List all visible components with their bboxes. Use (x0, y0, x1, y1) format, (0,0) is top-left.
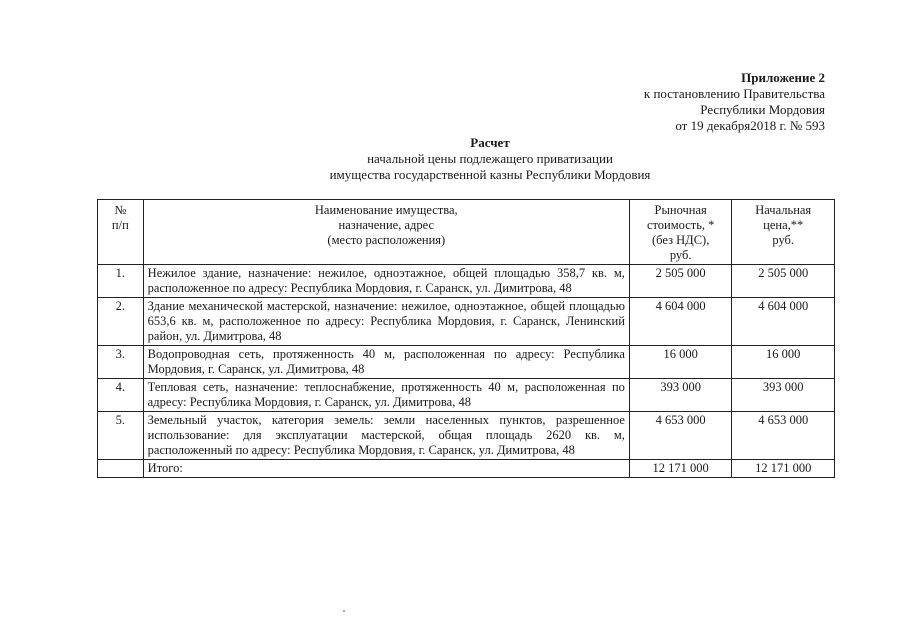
row-num: 5. (98, 412, 144, 460)
row-num: 4. (98, 379, 144, 412)
total-num-empty (98, 460, 144, 478)
col-header-name: Наименование имущества, назначение, адрес (место расположения) (143, 200, 629, 265)
col-header-market: Рыночная стоимость, * (без НДС), руб. (629, 200, 732, 265)
row-name: Нежилое здание, назначение: нежилое, одноэтажное, общей площадью 358,7 кв. м, расположенное по адресу: Республика Мордовия, г. Саранск, ул. Димитрова, 48 (143, 265, 629, 298)
row-name: Водопроводная сеть, протяженность 40 м, расположенная по адресу: Республика Мордовия, г. Саранск, ул. Димитрова, 48 (143, 346, 629, 379)
row-start-price: 4 604 000 (732, 298, 835, 346)
header-line-3: от 19 декабря2018 г. № 593 (675, 118, 825, 133)
header-line-1: к постановлению Правительства (643, 86, 825, 101)
row-name: Тепловая сеть, назначение: теплоснабжение, протяженность 40 м, расположенная по адресу: Республика Мордовия, г. Саранск, ул. Димитрова, 48 (143, 379, 629, 412)
row-name: Земельный участок, категория земель: земли населенных пунктов, разрешенное использование: для эксплуатации мастерской, общая площадь 2620 кв. м, расположенный по адресу: Республика Мордовия, г. Саранск, ул. Димитрова, 48 (143, 412, 629, 460)
price-table (97, 199, 835, 478)
table-row (98, 346, 835, 379)
document-title (230, 135, 750, 183)
row-start-price: 393 000 (732, 379, 835, 412)
col-header-num: № п/п (98, 200, 144, 265)
table-header-row (98, 200, 835, 265)
title-main: Расчет (470, 135, 510, 150)
document-header (644, 70, 825, 134)
row-market-value: 393 000 (629, 379, 732, 412)
table-row (98, 412, 835, 460)
title-line-1: начальной цены подлежащего приватизации (367, 151, 613, 166)
row-market-value: 16 000 (629, 346, 732, 379)
total-market-value: 12 171 000 (629, 460, 732, 478)
header-line-2: Республики Мордовия (700, 102, 825, 117)
row-start-price: 16 000 (732, 346, 835, 379)
row-num: 3. (98, 346, 144, 379)
row-name: Здание механической мастерской, назначение: нежилое, одноэтажное, общей площадью 653,6 кв. м, расположенное по адресу: Республика Мордовия, г. Саранск, Ленинский район, ул. Димитрова, 48 (143, 298, 629, 346)
row-market-value: 4 653 000 (629, 412, 732, 460)
total-row (98, 460, 835, 478)
table-row (98, 379, 835, 412)
scan-speck (343, 610, 345, 612)
col-header-start: Начальная цена,** руб. (732, 200, 835, 265)
row-start-price: 4 653 000 (732, 412, 835, 460)
total-label: Итого: (143, 460, 629, 478)
row-num: 2. (98, 298, 144, 346)
total-start-price: 12 171 000 (732, 460, 835, 478)
row-market-value: 4 604 000 (629, 298, 732, 346)
appendix-label: Приложение 2 (741, 70, 825, 85)
row-start-price: 2 505 000 (732, 265, 835, 298)
table-row (98, 265, 835, 298)
title-line-2: имущества государственной казны Республики Мордовия (329, 167, 651, 182)
row-num: 1. (98, 265, 144, 298)
table-row (98, 298, 835, 346)
row-market-value: 2 505 000 (629, 265, 732, 298)
